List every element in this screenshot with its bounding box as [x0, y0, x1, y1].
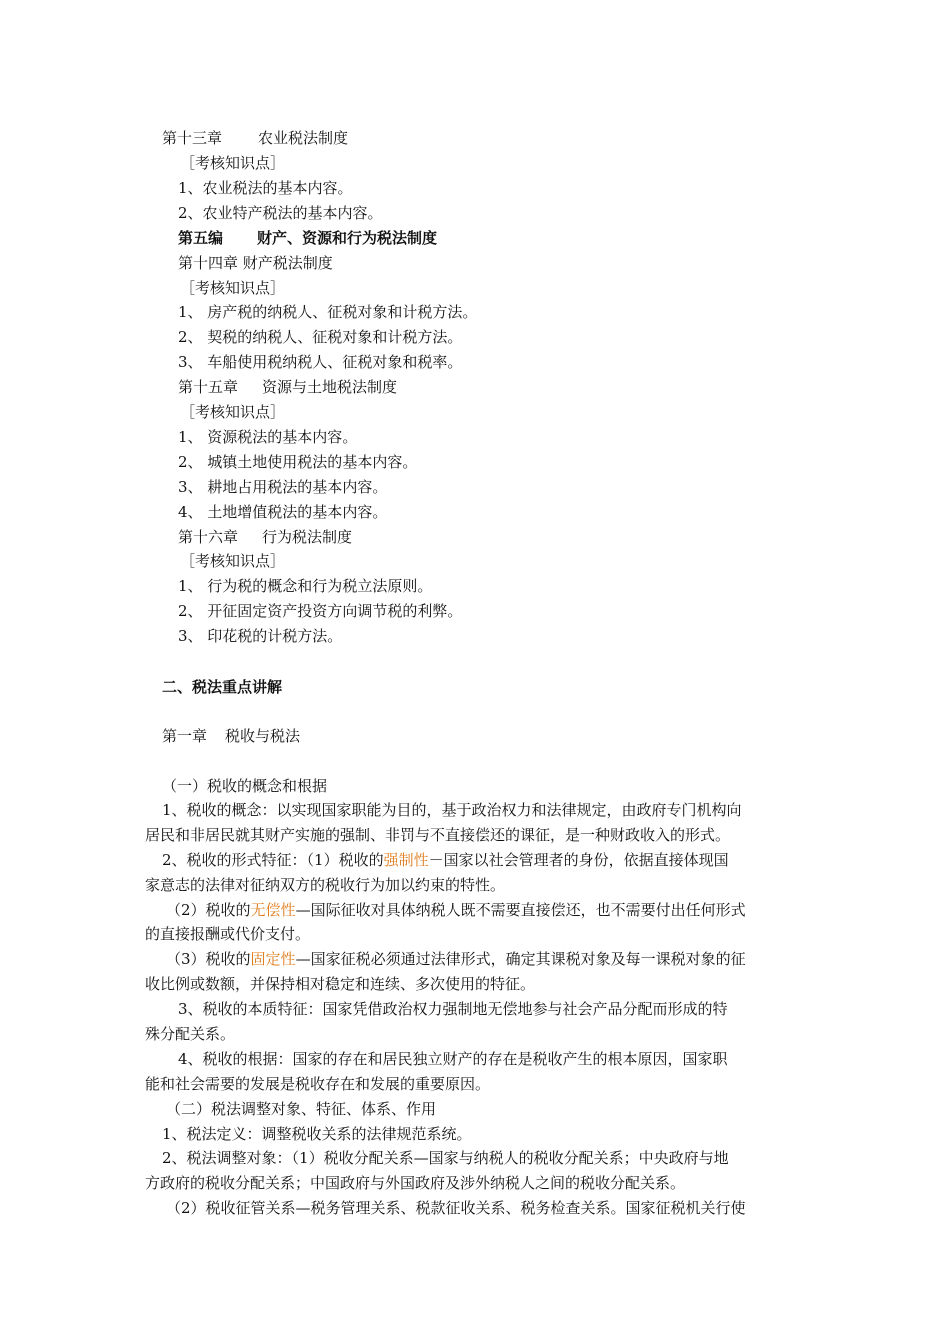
chapter-13-knowledge-points-label: ［考核知识点］	[180, 154, 286, 172]
chapter-15-title: 第十五章	[178, 378, 239, 396]
paragraph-6-line-1: 4、税收的根据：国家的存在和居民独立财产的存在是税收产生的根本原因，国家职	[178, 1050, 728, 1068]
chapter-13-item-2: 2、农业特产税法的基本内容。	[178, 204, 383, 222]
paragraph-8-line-1: 2、税法调整对象：（1）税收分配关系—国家与纳税人的税收分配关系；中央政府与地	[162, 1149, 729, 1167]
part-5-name: 财产、资源和行为税法制度	[257, 229, 438, 247]
chapter-15-knowledge-points-label: ［考核知识点］	[180, 403, 286, 421]
chapter-16-heading	[178, 527, 352, 547]
chapter-15-heading	[178, 377, 397, 397]
paragraph-2-line-1	[162, 850, 729, 870]
chapter-13-title: 第十三章	[162, 129, 223, 147]
chapter-15-item-1: 1、 资源税法的基本内容。	[178, 428, 358, 446]
paragraph-3-lead: （2）税收的	[166, 901, 251, 919]
paragraph-5-line-1: 3、税收的本质特征：国家凭借政治权力强制地无偿地参与社会产品分配而形成的特	[178, 1000, 728, 1018]
part-5-title: 第五编	[178, 229, 224, 247]
paragraph-4-line-1	[166, 949, 746, 969]
part-5-heading	[178, 228, 437, 248]
chapter-14-heading: 第十四章 财产税法制度	[178, 254, 333, 272]
chapter-13-heading	[162, 128, 348, 148]
paragraph-2-rest: －国家以社会管理者的身份，依据直接体现国	[428, 851, 729, 869]
chapter-16-item-1: 1、 行为税的概念和行为税立法原则。	[178, 577, 433, 595]
paragraph-3-line-2: 的直接报酬或代价支付。	[145, 925, 311, 943]
keyword-gratuitous: 无偿性	[250, 901, 296, 919]
paragraph-6-line-2: 能和社会需要的发展是税收存在和发展的重要原因。	[145, 1075, 491, 1093]
chapter-15-item-3: 3、 耕地占用税法的基本内容。	[178, 478, 388, 496]
chapter-1-heading	[162, 726, 300, 746]
paragraph-4-line-2: 收比例或数额，并保持相对稳定和连续、多次使用的特征。	[145, 975, 536, 993]
section-2-heading: 二、税法重点讲解	[162, 678, 283, 696]
chapter-14-item-1: 1、 房产税的纳税人、征税对象和计税方法。	[178, 303, 478, 321]
chapter-14-knowledge-points-label: ［考核知识点］	[180, 279, 286, 297]
paragraph-7: 1、税法定义：调整税收关系的法律规范系统。	[162, 1125, 472, 1143]
chapter-14-item-3: 3、 车船使用税纳税人、征税对象和税率。	[178, 353, 463, 371]
paragraph-1-line-2: 居民和非居民就其财产实施的强制、非罚与不直接偿还的课征，是一种财政收入的形式。	[145, 826, 731, 844]
chapter-13-name: 农业税法制度	[258, 129, 349, 147]
paragraph-2-lead: 2、税收的形式特征：（1）税收的	[162, 851, 384, 869]
chapter-14-item-2: 2、 契税的纳税人、征税对象和计税方法。	[178, 328, 463, 346]
chapter-13-item-1: 1、农业税法的基本内容。	[178, 179, 353, 197]
chapter-15-item-4: 4、 土地增值税法的基本内容。	[178, 503, 388, 521]
chapter-16-item-3: 3、 印花税的计税方法。	[178, 627, 343, 645]
subsection-2-heading: （二）税法调整对象、特征、体系、作用	[166, 1100, 437, 1118]
paragraph-3-rest: —国际征收对具体纳税人既不需要直接偿还，也不需要付出任何形式	[295, 901, 746, 919]
chapter-1-name: 税收与税法	[225, 727, 301, 745]
chapter-1-title: 第一章	[162, 727, 208, 745]
paragraph-2-line-2: 家意志的法律对征纳双方的税收行为加以约束的特性。	[145, 876, 506, 894]
paragraph-9-line-1: （2）税收征管关系—税务管理关系、税款征收关系、税务检查关系。国家征税机关行使	[166, 1199, 746, 1217]
keyword-fixed: 固定性	[250, 950, 296, 968]
chapter-16-name: 行为税法制度	[262, 528, 353, 546]
paragraph-4-rest: —国家征税必须通过法律形式，确定其课税对象及每一课税对象的征	[295, 950, 746, 968]
keyword-compulsory: 强制性	[383, 851, 429, 869]
chapter-15-item-2: 2、 城镇土地使用税法的基本内容。	[178, 453, 418, 471]
chapter-16-item-2: 2、 开征固定资产投资方向调节税的利弊。	[178, 602, 463, 620]
subsection-1-heading: （一）税收的概念和根据	[162, 777, 328, 795]
chapter-16-knowledge-points-label: ［考核知识点］	[180, 552, 286, 570]
chapter-15-name: 资源与土地税法制度	[262, 378, 398, 396]
paragraph-8-line-2: 方政府的税收分配关系；中国政府与外国政府及涉外纳税人之间的税收分配关系。	[145, 1174, 686, 1192]
paragraph-5-line-2: 殊分配关系。	[145, 1025, 236, 1043]
paragraph-1-line-1: 1、税收的概念：以实现国家职能为目的，基于政治权力和法律规定，由政府专门机构向	[162, 801, 742, 819]
paragraph-3-line-1	[166, 900, 746, 920]
chapter-16-title: 第十六章	[178, 528, 239, 546]
paragraph-4-lead: （3）税收的	[166, 950, 251, 968]
